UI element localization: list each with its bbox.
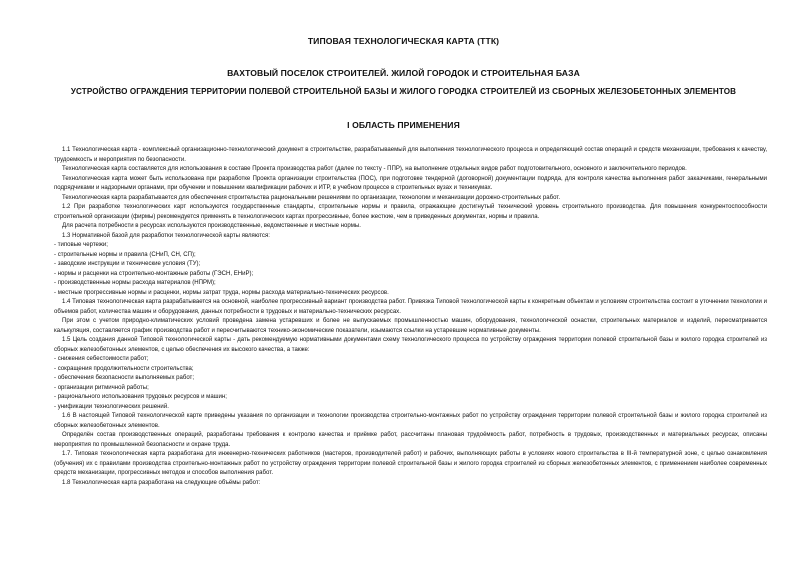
paragraph: Технологическая карта может быть использована при разработке Проекта организации строительства (ПОС), при подготовке тендерной (договорной) документации подряда, для контроля качества выполнения работ заказчиками, генеральными подрядчиками и надзорными органами, при обучении и повышении квалификации рабочих и ИТР, в учебном процессе в строительных вузах и техникумах. (54, 175, 767, 191)
list-item: - местные прогрессивные нормы и расценки, нормы затрат труда, нормы расхода материально-технических ресурсов. (54, 289, 389, 296)
paragraph-1-7: 1.7. Типовая технологическая карта разработана для инженерно-технических работников (мастеров, производителей работ) и рабочих, выполняющих работы в условиях нового строительства в III-й температурной зоне, с целью ознакомления (обучения) их с правилами производства строительно-монтажных работ по устройству ограждения территории полевой строительной базы и жилого городка строителей из сборных железобетонных элементов, с применением наиболее современных средств механизации, прогрессивных методов и способов выполнения работ. (54, 451, 767, 476)
list-item: - унификации технологических решений. (54, 403, 169, 410)
list-item: - строительные нормы и правила (СНиП, СН, СП); (54, 251, 196, 258)
list-item: - организации ритмичной работы; (54, 384, 149, 391)
paragraph: Технологическая карта составляется для использования в составе Проекта производства работ (далее по тексту - ППР), на выполнение отдельных видов работ подготовительного, основного и заключительного периодов. (62, 166, 687, 172)
list-item: - рационального использования трудовых ресурсов и машин; (54, 394, 227, 400)
list-item: - нормы и расценки на строительно-монтажные работы (ГЭСН, ЕНиР); (54, 270, 254, 277)
list-item: - заводские инструкции и технические условия (ТУ); (54, 261, 201, 267)
document-type-heading: ТИПОВАЯ ТЕХНОЛОГИЧЕСКАЯ КАРТА (ТТК) (307, 36, 500, 46)
section-heading: I ОБЛАСТЬ ПРИМЕНЕНИЯ (347, 120, 460, 130)
object-heading: ВАХТОВЫЙ ПОСЕЛОК СТРОИТЕЛЕЙ. ЖИЛОЙ ГОРОДОК И СТРОИТЕЛЬНАЯ БАЗА (227, 68, 580, 78)
paragraph: При этом с учетом природно-климатических условий проведена замена устаревших и более не выпускаемых промышленностью машин, оборудования, технологической оснастки, строительных материалов и изделий, пересматривается калькуляция, составляется график производства работ и пересчитываются технико-экономические показатели, изымаются ссылки на устаревшие нормативные документы. (54, 318, 767, 334)
document-body (54, 146, 767, 488)
list-item: - обеспечения безопасности выполняемых работ; (54, 375, 195, 381)
paragraph-1-6: 1.6 В настоящей Типовой технологической карте приведены указания по организации и технологии производства строительно-монтажных работ по устройству ограждения территории полевой строительной базы и жилого городка строителей из сборных железобетонных элементов. (54, 413, 767, 429)
paragraph-1-1: 1.1 Технологическая карта - комплексный организационно-технологический документ в строительстве, разрабатываемый для выполнения технологического процесса и определяющий состав операций и средств механизации, требования к качеству, трудоемкость и мероприятия по безопасности. (54, 147, 767, 163)
paragraph-1-5: 1.5 Цель создания данной Типовой технологической карты - дать рекомендуемую нормативными документами схему технологического процесса по устройству ограждения территории полевой строительной базы и жилого городка строителей из сборных железобетонных элементов, с целью обеспечения их высокого качества, а также: (54, 337, 767, 353)
subject-heading: УСТРОЙСТВО ОГРАЖДЕНИЯ ТЕРРИТОРИИ ПОЛЕВОЙ СТРОИТЕЛЬНОЙ БАЗЫ И ЖИЛОГО ГОРОДКА СТРОИТЕЛЕЙ ИЗ СБОРНЫХ ЖЕЛЕЗОБЕТОННЫХ ЭЛЕМЕНТОВ (70, 87, 737, 96)
paragraph: Технологическая карта разрабатывается для обеспечения строительства рациональными решениями по организации, технологии и механизации дорожно-строительных работ. (62, 194, 561, 201)
list-item: - типовые чертежи; (54, 242, 108, 248)
paragraph: Для расчета потребности в ресурсах используются производственные, ведомственные и местные нормы. (62, 223, 361, 229)
list-item: - сокращения продолжительности строительства; (54, 365, 194, 372)
paragraph-1-2: 1.2 При разработке технологических карт используются государственные стандарты, строительные нормы и правила, отражающие достигнутый технический уровень строительного производства. Для повышения конкурентоспособности строительной организации (фирмы) рекомендуется применять в технологических картах прогрессивные, более жесткие, чем в приведенных документах, нормы и правила. (54, 204, 767, 220)
paragraph-1-8: 1.8 Технологическая карта разработана на следующие объёмы работ: (62, 479, 261, 486)
paragraph: Определён состав производственных операций, разработаны требования к контролю качества и приёмке работ, рассчитаны плановая трудоёмкость работ, потребность в трудовых, производственных и материальных ресурсах, описаны мероприятия по промышленной безопасности и охране труда. (54, 432, 767, 448)
paragraph-1-3: 1.3 Нормативной базой для разработки технологической карты являются: (62, 232, 270, 239)
paragraph-1-4: 1.4 Типовая технологическая карта разрабатывается на основной, наиболее прогрессивный вариант производства работ. Привязка Типовой технологической карты к конкретным объектам и условиям строительства состоит в уточнении технологии и объемов работ, количества машин и оборудования, данных потребности в трудовых и материально-технических ресурсах. (54, 299, 767, 315)
list-item: - производственные нормы расхода материалов (НПРМ); (54, 280, 216, 286)
list-item: - снижения себестоимости работ; (54, 356, 149, 362)
